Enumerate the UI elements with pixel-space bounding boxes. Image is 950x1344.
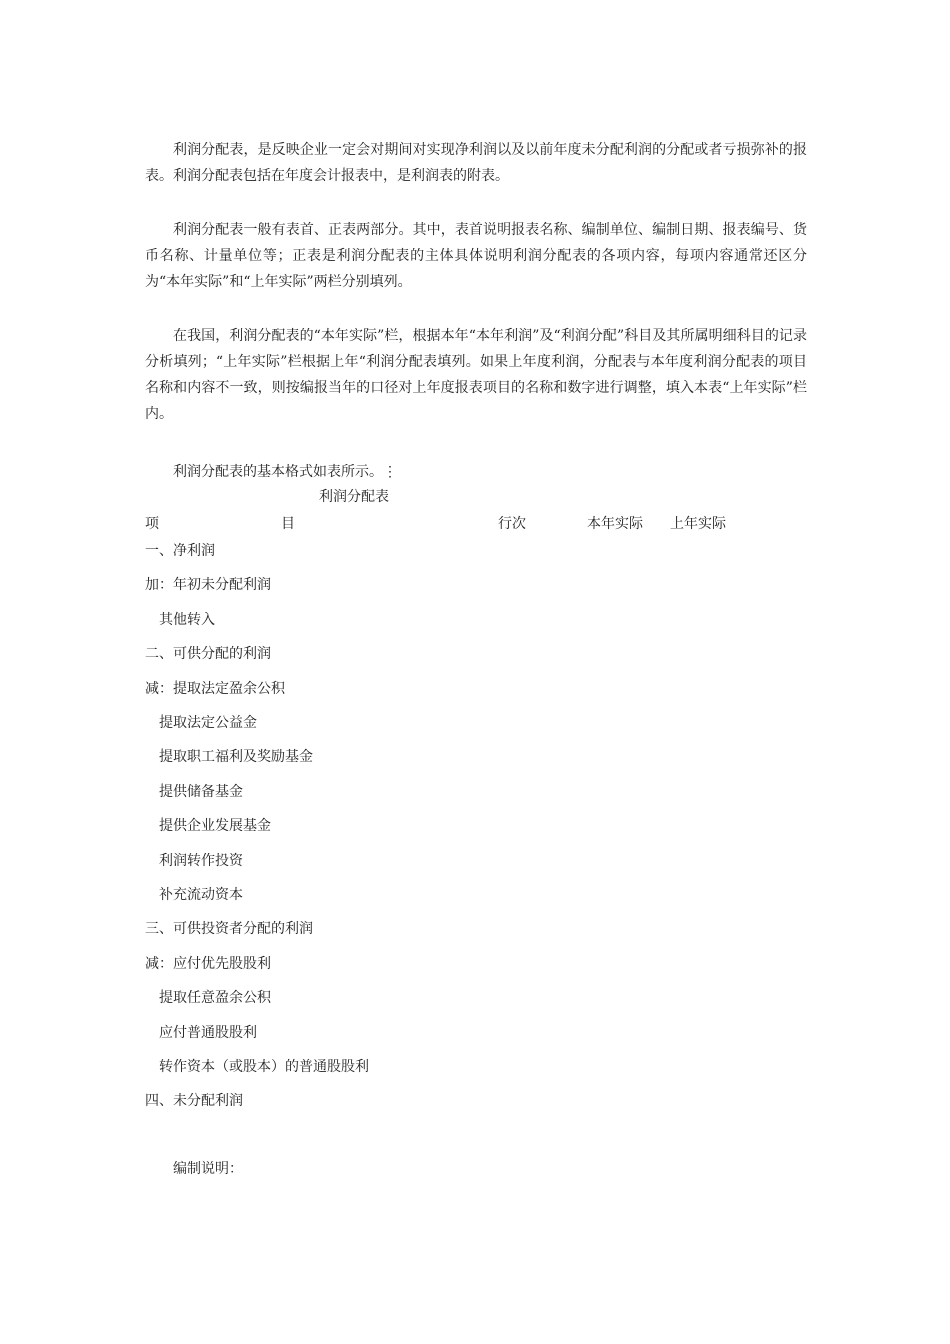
table-row: 其他转入 [159, 612, 215, 628]
table-row: 二、可供分配的利润 [145, 646, 271, 662]
table-row: 应付普通股股利 [159, 1025, 257, 1041]
table-row: 一、净利润 [145, 543, 215, 559]
paragraph-structure: 利润分配表一般有表首、正表两部分。其中，表首说明报表名称、编制单位、编制日期、报表编号、货币名称、计量单位等；正表是利润分配表的主体具体说明利润分配表的各项内容，每项内容通常还区分为“本年实际”和“上年实际”两栏分别填列。 [145, 222, 807, 290]
paragraph-definition: 利润分配表，是反映企业一定会对期间对实现净利润以及以前年度未分配利润的分配或者亏损弥补的报表。利润分配表包括在年度会计报表中，是利润表的附表。 [145, 142, 807, 184]
table-row: 提取法定公益金 [159, 715, 257, 731]
table-row: 提取任意盈余公积 [159, 990, 271, 1006]
table-row: 补充流动资本 [159, 887, 243, 903]
header-item-part1: 项 [145, 516, 159, 532]
table-title: 利润分配表 [319, 489, 389, 505]
table-intro: 利润分配表的基本格式如表所示。⋮ [173, 464, 397, 480]
header-item-part2: 目 [281, 516, 295, 532]
table-row: 减：提取法定盈余公积 [145, 681, 285, 697]
table-row: 减：应付优先股股利 [145, 956, 271, 972]
table-row: 三、可供投资者分配的利润 [145, 921, 313, 937]
table-row: 提供企业发展基金 [159, 818, 271, 834]
table-row: 四、未分配利润 [145, 1093, 243, 1109]
table-row: 提取职工福利及奖励基金 [159, 749, 313, 765]
table-row: 利润转作投资 [159, 853, 243, 869]
note-heading: 编制说明： [173, 1161, 243, 1177]
table-row: 加：年初未分配利润 [145, 577, 271, 593]
header-current-year: 本年实际 [587, 516, 643, 532]
header-row-number: 行次 [498, 516, 526, 532]
header-previous-year: 上年实际 [670, 516, 726, 532]
table-row: 提供储备基金 [159, 784, 243, 800]
table-row: 转作资本（或股本）的普通股股利 [159, 1059, 369, 1075]
paragraph-filling-rules: 在我国，利润分配表的“本年实际”栏，根据本年“本年利润”及“利润分配”科目及其所属明细科目的记录分析填列；“上年实际”栏根据上年“利润分配表填列。如果上年度利润，分配表与本年度利润分配表的项目名称和内容不一致，则按编报当年的口径对上年度报表项目的名称和数字进行调整，填入本表“上年实际”栏内。 [145, 328, 807, 422]
